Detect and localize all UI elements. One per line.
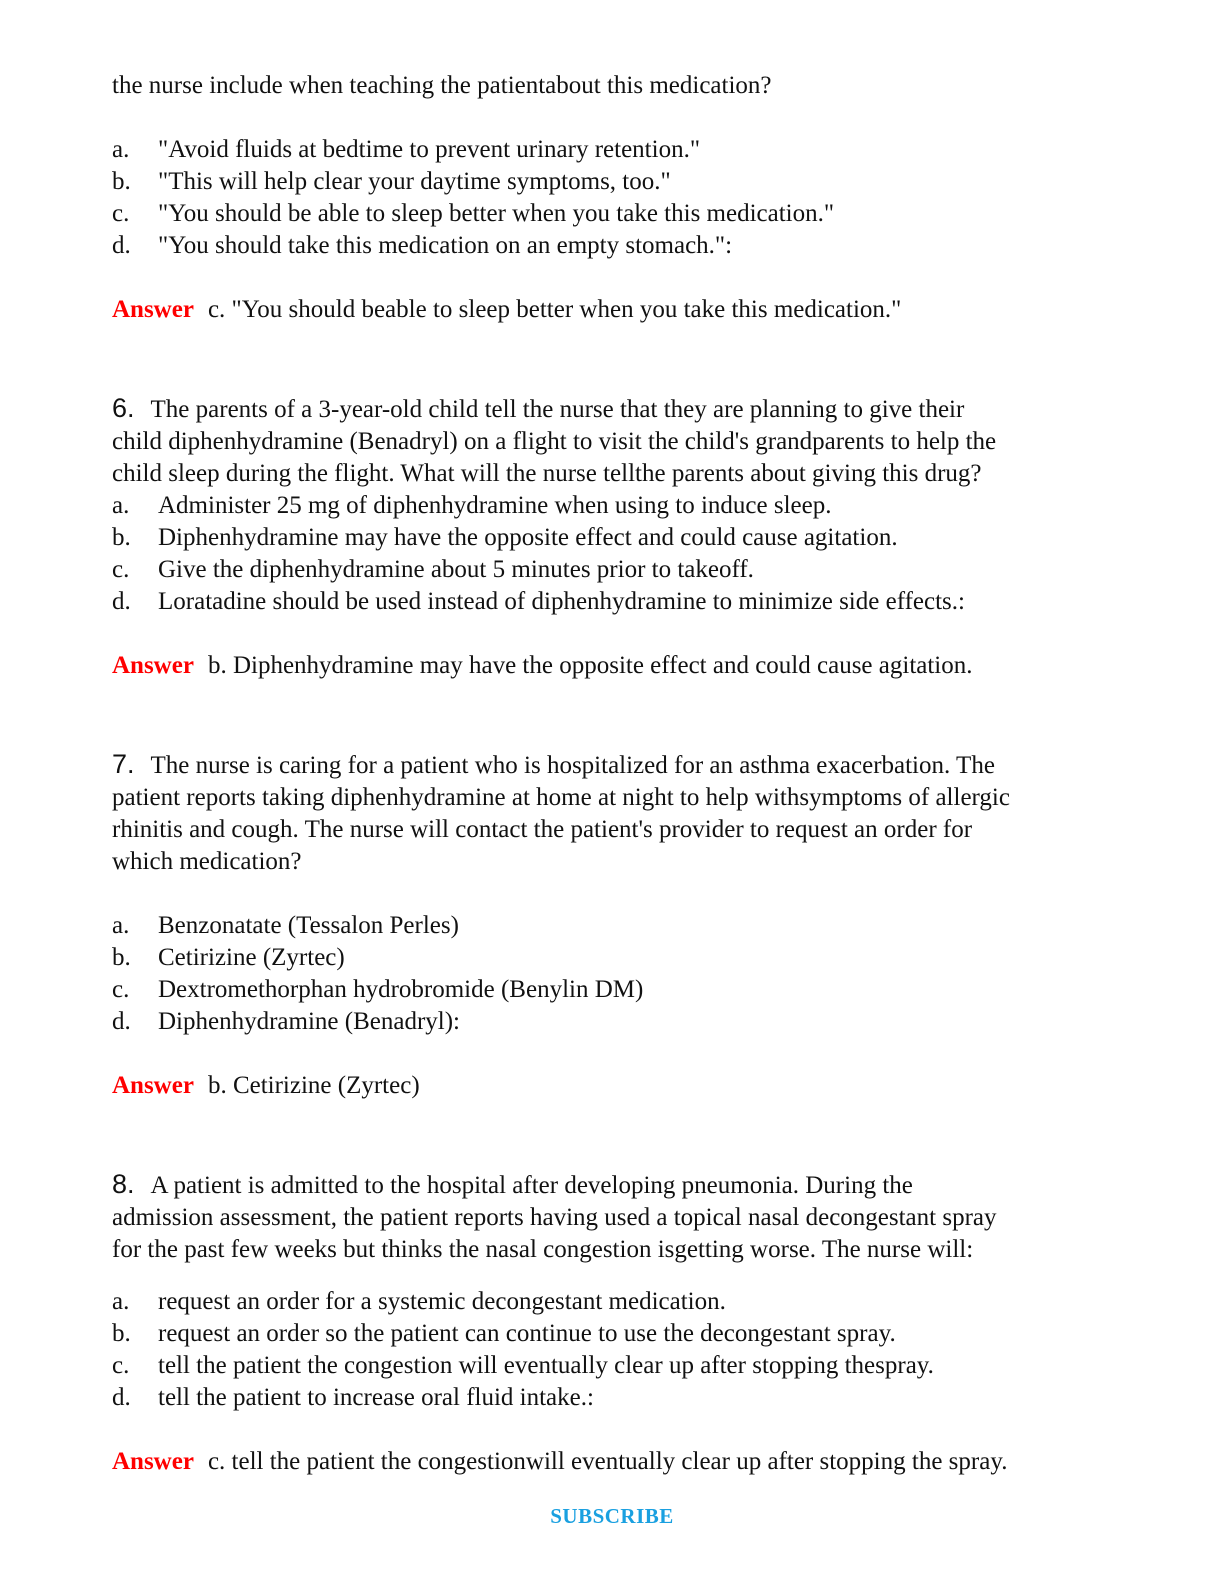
question-5 [112,70,1112,326]
option-letter: c. [112,976,130,1003]
option-letter: b. [112,168,131,195]
answer-line [112,294,1112,326]
answer-text: b. Diphenhydramine may have the opposite effect and could cause agitation. [207,652,973,679]
option-text: "You should be able to sleep better when you take this medication." [158,200,835,227]
question-6 [112,392,1112,682]
question-line: for the past few weeks but thinks the nasal congestion isgetting worse. The nurse will: [112,1236,974,1263]
subscribe-link[interactable]: SUBSCRIBE [550,1504,674,1528]
question-text [112,392,1112,490]
option-c [112,198,1112,230]
option-letter: a. [112,136,130,163]
option-letter: d. [112,1384,131,1411]
option-text: "You should take this medication on an empty stomach.": [158,232,733,259]
question-line: child diphenhydramine (Benadryl) on a flight to visit the child's grandparents to help the [112,428,997,455]
option-letter: a. [112,912,130,939]
question-7 [112,748,1112,1102]
answer-label: Answer [112,296,194,323]
option-d [112,230,1112,262]
option-letter: b. [112,944,131,971]
option-letter: a. [112,1288,130,1315]
option-text: Dextromethorphan hydrobromide (Benylin DM) [158,976,644,1003]
question-line: which medication? [112,848,302,875]
option-letter: c. [112,1352,130,1379]
option-letter: d. [112,588,131,615]
document-page [112,70,1112,1478]
answer-text: b. Cetirizine (Zyrtec) [207,1072,420,1099]
option-text: "Avoid fluids at bedtime to prevent urinary retention." [158,136,701,163]
option-a [112,134,1112,166]
option-c [112,1350,1112,1382]
option-text: request an order so the patient can continue to use the decongestant spray. [158,1320,896,1347]
option-letter: a. [112,492,130,519]
answer-label: Answer [112,1448,194,1475]
question-line: child sleep during the flight. What will the nurse tellthe parents about giving this drug? [112,460,982,487]
option-text: Loratadine should be used instead of diphenhydramine to minimize side effects.: [158,588,965,615]
option-d [112,1382,1112,1414]
option-b [112,522,1112,554]
answer-text: c. tell the patient the congestionwill eventually clear up after stopping the spray. [207,1448,1008,1475]
option-text: tell the patient to increase oral fluid intake.: [158,1384,594,1411]
question-number: 6. [112,393,135,423]
option-text: tell the patient the congestion will eventually clear up after stopping thespray. [158,1352,934,1379]
option-letter: b. [112,1320,131,1347]
option-text: Cetirizine (Zyrtec) [158,944,345,971]
option-text: request an order for a systemic decongestant medication. [158,1288,726,1315]
question-number: 8. [112,1169,135,1199]
question-line: admission assessment, the patient reports having used a topical nasal decongestant spray [112,1204,997,1231]
option-b [112,1318,1112,1350]
option-a [112,910,1112,942]
question-line: A patient is admitted to the hospital after developing pneumonia. During the [150,1172,913,1199]
option-a [112,490,1112,522]
option-letter: c. [112,556,130,583]
option-text: "This will help clear your daytime symptoms, too." [158,168,671,195]
question-line: The parents of a 3-year-old child tell the nurse that they are planning to give their [150,396,965,423]
option-text: Administer 25 mg of diphenhydramine when using to induce sleep. [158,492,832,519]
option-c [112,974,1112,1006]
option-letter: d. [112,1008,131,1035]
question-8 [112,1168,1112,1478]
question-line: patient reports taking diphenhydramine at home at night to help withsymptoms of allergic [112,784,1010,811]
question-stem-tail: the nurse include when teaching the patientabout this medication? [112,72,772,99]
answer-text: c. "You should beable to sleep better when you take this medication." [207,296,902,323]
answer-label: Answer [112,652,194,679]
option-text: Benzonatate (Tessalon Perles) [158,912,459,939]
option-letter: c. [112,200,130,227]
option-c [112,554,1112,586]
question-text [112,1168,1112,1266]
option-b [112,942,1112,974]
answer-line [112,650,1112,682]
answer-line [112,1070,1112,1102]
option-d [112,1006,1112,1038]
question-text [112,748,1112,878]
option-text: Give the diphenhydramine about 5 minutes prior to takeoff. [158,556,754,583]
option-text: Diphenhydramine may have the opposite effect and could cause agitation. [158,524,898,551]
option-b [112,166,1112,198]
answer-label: Answer [112,1072,194,1099]
option-d [112,586,1112,618]
option-letter: b. [112,524,131,551]
question-number: 7. [112,749,135,779]
option-text: Diphenhydramine (Benadryl): [158,1008,460,1035]
option-a [112,1286,1112,1318]
question-line: rhinitis and cough. The nurse will contact the patient's provider to request an order for [112,816,973,843]
option-letter: d. [112,232,131,259]
answer-line [112,1446,1112,1478]
question-line: The nurse is caring for a patient who is hospitalized for an asthma exacerbation. The [150,752,995,779]
